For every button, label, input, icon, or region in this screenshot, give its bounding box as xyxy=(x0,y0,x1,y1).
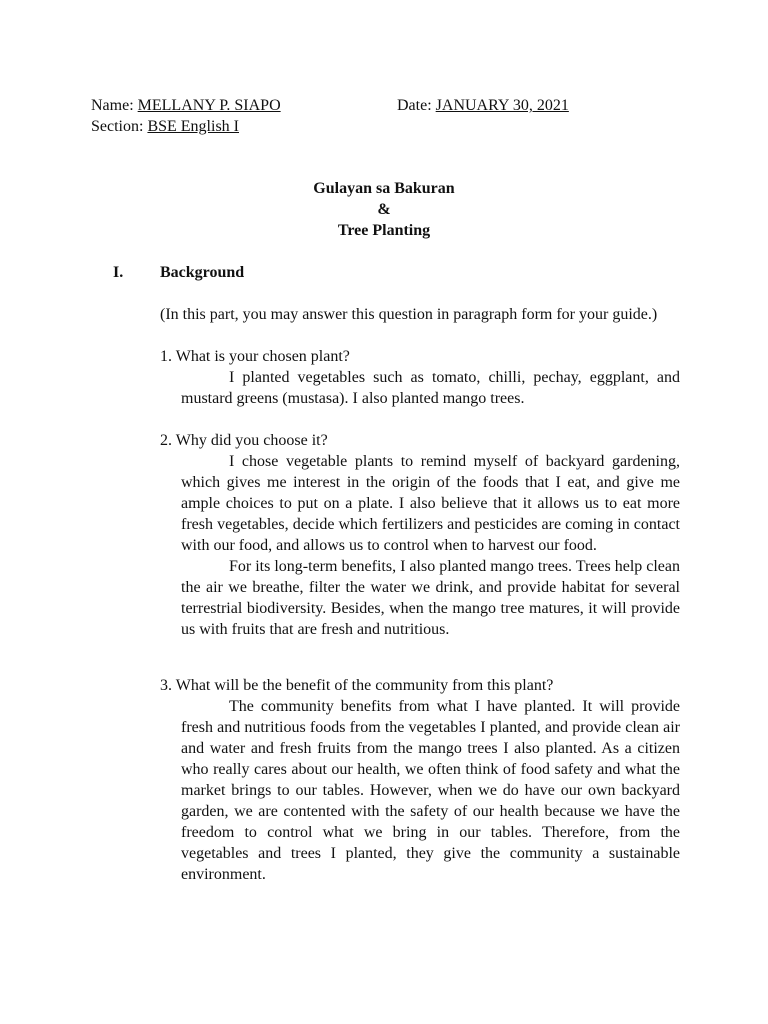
date-label: Date: xyxy=(397,97,432,114)
answer-1 xyxy=(181,367,680,409)
instruction-text: (In this part, you may answer this question in paragraph form for your guide.) xyxy=(160,306,658,323)
answer-1-paragraph: I planted vegetables such as tomato, chilli, pechay, eggplant, and mustard greens (mustasa). I also planted mango trees. xyxy=(181,369,680,407)
section-numeral: I. xyxy=(113,264,124,281)
section-value: BSE English I xyxy=(147,118,239,135)
answer-2 xyxy=(181,451,680,640)
answer-3-paragraph: The community benefits from what I have planted. It will provide fresh and nutritious foods from the vegetables I planted, and provide clean air and water and fresh fruits from the mango trees I also planted. As a citizen who really cares about our health, we often think of food safety and what the market brings to our tables. However, when we do have our own backyard garden, we are contented with the safety of our health because we have the freedom to control what we bring in our tables. Therefore, from the vegetables and trees I planted, they give the community a sustainable environment. xyxy=(181,698,680,883)
answer-2-paragraph-1: I chose vegetable plants to remind myself of backyard gardening, which gives me interest in the origin of the foods that I eat, and give me ample choices to put on a plate. I also believe that it allows us to eat more fresh vegetables, decide which fertilizers and pesticides are coming in contact with our food, and allows us to control when to harvest our food. xyxy=(181,453,680,554)
question-1-text: 1. What is your chosen plant? xyxy=(160,348,350,365)
name-line xyxy=(91,95,281,116)
section-line xyxy=(91,116,239,137)
section-label: Section: xyxy=(91,118,144,135)
answer-2-paragraph-2: For its long-term benefits, I also planted mango trees. Trees help clean the air we breathe, filter the water we drink, and provide habitat for several terrestrial biodiversity. Besides, when the mango tree matures, it will provide us with fruits that are fresh and nutritious. xyxy=(181,558,681,638)
section-heading: Background xyxy=(160,264,245,281)
date-line xyxy=(397,95,569,116)
name-value: MELLANY P. SIAPO xyxy=(137,97,281,114)
title-line-1: Gulayan sa Bakuran xyxy=(313,180,455,197)
question-2 xyxy=(160,430,680,640)
question-3-text: 3. What will be the benefit of the community from this plant? xyxy=(160,677,554,694)
question-3 xyxy=(160,675,680,885)
question-1 xyxy=(160,346,680,409)
title-line-3: Tree Planting xyxy=(337,222,431,239)
title-line-2: & xyxy=(377,201,391,218)
question-2-text: 2. Why did you choose it? xyxy=(160,432,328,449)
answer-3 xyxy=(181,696,680,885)
name-label: Name: xyxy=(91,97,134,114)
date-value: JANUARY 30, 2021 xyxy=(435,97,569,114)
